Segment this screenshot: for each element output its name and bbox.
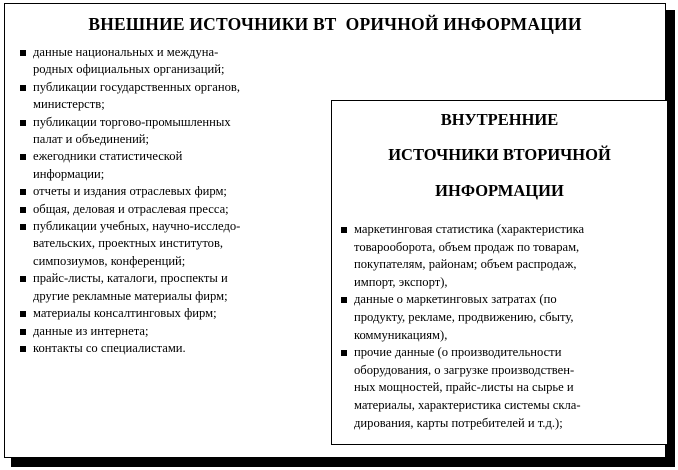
list-item-line: данные из интернета;	[33, 323, 149, 338]
list-item-line: материалы, характеристика системы скла-	[354, 397, 581, 412]
external-source-item	[19, 340, 319, 357]
external-source-item	[19, 323, 319, 340]
external-source-item	[19, 201, 319, 218]
bullet-icon	[20, 85, 26, 91]
list-item-line: симпозиумов, конференций;	[33, 253, 186, 268]
external-source-item	[19, 44, 319, 79]
bullet-icon	[20, 329, 26, 335]
internal-title-line: ИНФОРМАЦИИ	[435, 181, 564, 200]
internal-title-line: ВНУТРЕННИЕ	[440, 110, 559, 129]
bullet-icon	[20, 120, 26, 126]
bullet-icon	[20, 276, 26, 282]
bullet-icon	[20, 189, 26, 195]
internal-sources-list	[340, 221, 662, 432]
list-item-line: маркетинговая статистика (характеристика	[354, 222, 585, 236]
list-item-line: дирования, карты потребителей и т.д.);	[354, 415, 563, 430]
bullet-icon	[20, 311, 26, 317]
list-item-line: публикации торгово-промышленных	[33, 114, 231, 129]
bullet-icon	[20, 224, 26, 230]
list-item-line: данные национальных и междуна-	[33, 45, 219, 59]
list-item-line: покупателям, районам; объем распродаж,	[354, 257, 577, 272]
list-item-line: прайс-листы, каталоги, проспекты и	[33, 271, 228, 286]
bullet-icon	[20, 154, 26, 160]
external-source-item	[19, 218, 319, 270]
list-item-line: палат и объединений;	[33, 132, 150, 147]
page-title: ВНЕШНИЕ ИСТОЧНИКИ ВТ ОРИЧНОЙ ИНФОРМАЦИИ	[88, 14, 582, 34]
list-item-line: вательских, проектных институтов,	[33, 236, 224, 251]
external-source-item	[19, 79, 319, 114]
internal-source-item	[340, 344, 662, 432]
list-item-line: оборудования, о загрузке производствен-	[354, 362, 575, 377]
external-source-item	[19, 148, 319, 183]
list-item-line: родных официальных организаций;	[33, 62, 225, 77]
bullet-icon	[341, 227, 347, 233]
list-item-line: данные о маркетинговых затратах (по	[354, 292, 557, 307]
outer-frame	[4, 3, 666, 458]
external-source-item	[19, 114, 319, 149]
list-item-line: общая, деловая и отраслевая пресса;	[33, 201, 229, 216]
external-source-item	[19, 183, 319, 200]
external-source-item	[19, 305, 319, 322]
list-item-line: ежегодники статистической	[33, 149, 183, 164]
list-item-line: контакты со специалистами.	[33, 340, 186, 355]
list-item-line: импорт, экспорт),	[354, 274, 448, 289]
list-item-line: отчеты и издания отраслевых фирм;	[33, 184, 227, 199]
bullet-icon	[20, 207, 26, 213]
list-item-line: публикации учебных, научно-исследо-	[33, 219, 241, 234]
list-item-line: ных мощностей, прайс-листы на сырье и	[354, 380, 574, 395]
frame-shadow-bottom	[11, 458, 675, 467]
list-item-line: министерств;	[33, 97, 105, 112]
internal-sources-box	[331, 100, 668, 445]
list-item-line: публикации государственных органов,	[33, 79, 240, 94]
external-source-item	[19, 270, 319, 305]
internal-source-item	[340, 221, 662, 291]
internal-source-item	[340, 291, 662, 344]
list-item-line: прочие данные (о производительности	[354, 345, 562, 360]
list-item-line: продукту, рекламе, продвижению, сбыту,	[354, 309, 574, 324]
bullet-icon	[341, 350, 347, 356]
list-item-line: материалы консалтинговых фирм;	[33, 306, 217, 321]
list-item-line: другие рекламные материалы фирм;	[33, 288, 228, 303]
list-item-line: товарооборота, объем продаж по товарам,	[354, 239, 580, 254]
bullet-icon	[20, 50, 26, 56]
internal-title-line: ИСТОЧНИКИ ВТОРИЧНОЙ	[388, 145, 611, 164]
external-sources-list	[19, 44, 319, 357]
bullet-icon	[20, 346, 26, 352]
list-item-line: коммуникациям),	[354, 327, 448, 342]
list-item-line: информации;	[33, 166, 105, 181]
bullet-icon	[341, 297, 347, 303]
